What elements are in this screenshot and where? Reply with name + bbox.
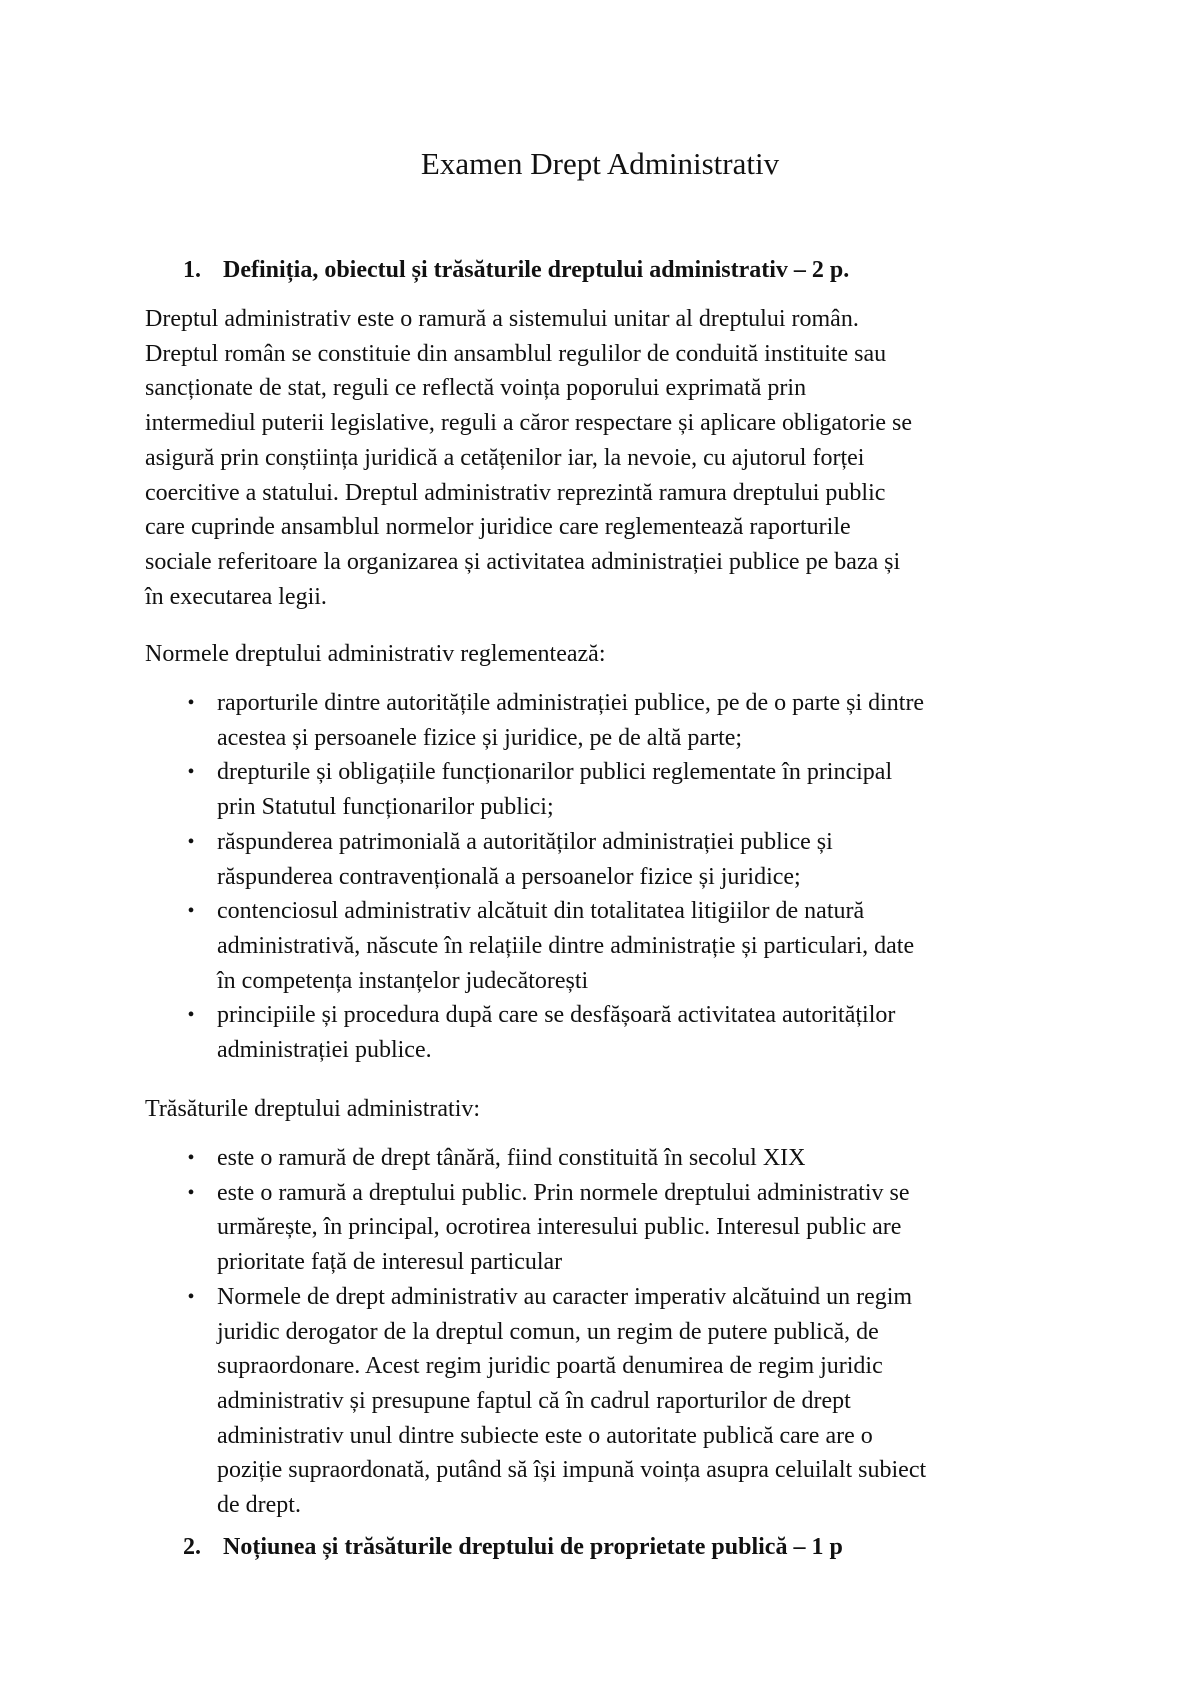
- list-item: • Normele de drept administrativ au caracter imperativ alcătuind un regim juridic derogator de la dreptul comun, un regim de putere publică, de supraordonare. Acest regim juridic poartă denumirea de regim juridic administrativ și presupune faptul că în cadrul raporturilor de drept administrativ unul dintre subiecte este o autoritate publică care are o poziție supraordonată, putând să își impună voința asupra celuilalt subiect de drept.: [145, 1280, 1075, 1523]
- paragraph-line: Dreptul administrativ este o ramură a sistemului unitar al dreptului român.: [145, 306, 859, 332]
- traits-label: Trăsăturile dreptului administrativ:: [145, 1096, 481, 1122]
- list-item: • contenciosul administrativ alcătuit din totalitatea litigiilor de natură administrativă, născute în relațiile dintre administrație și particulari, date în competența instanțelor judecătorești: [145, 894, 1075, 998]
- list-item: • este o ramură de drept tânără, fiind constituită în secolul XIX: [145, 1141, 1075, 1176]
- norms-label: Normele dreptului administrativ reglementează:: [145, 641, 606, 667]
- paragraph-line: coercitive a statului. Dreptul administrativ reprezintă ramura dreptului public: [145, 479, 886, 506]
- bullet-icon: •: [187, 900, 195, 923]
- list-item: • răspunderea patrimonială a autorităților administrației publice și răspunderea contravențională a persoanelor fizice și juridice;: [145, 825, 1075, 894]
- paragraph-line: sociale referitoare la organizarea și activitatea administrației publice pe baza și: [145, 548, 901, 575]
- bullet-icon: •: [187, 761, 195, 784]
- list-item: • drepturile și obligațiile funcționarilor publici reglementate în principal prin Statutul funcționarilor publici;: [145, 755, 1075, 824]
- section-2-heading: [145, 1530, 843, 1564]
- paragraph-line: Dreptul român se constituie din ansamblul regulilor de conduită instituite sau: [145, 340, 887, 367]
- section-1-heading-text: Definiția, obiectul și trăsăturile dreptului administrativ – 2 p.: [223, 257, 850, 283]
- norms-list: [145, 686, 1075, 1068]
- list-item: • raporturile dintre autoritățile administrației publice, pe de o parte și dintre acestea și persoanele fizice și juridice, pe de altă parte;: [145, 686, 1075, 755]
- bullet-icon: •: [187, 1285, 195, 1308]
- section-2-number: 2.: [183, 1534, 201, 1560]
- section-1-heading: [145, 253, 849, 287]
- paragraph-line: intermediul puterii legislative, reguli a căror respectare și aplicare obligatorie se: [145, 410, 913, 437]
- bullet-icon: •: [187, 1147, 195, 1169]
- paragraph-line: care cuprinde ansamblul normelor juridice care reglementează raporturile: [145, 514, 851, 541]
- bullet-icon: •: [187, 1004, 195, 1027]
- paragraph-line: în executarea legii.: [145, 583, 327, 610]
- document-title: Examen Drept Administrativ: [420, 146, 780, 181]
- paragraph-line: sancționate de stat, reguli ce reflectă voința poporului exprimată prin: [145, 375, 807, 402]
- section-1-number: 1.: [183, 257, 201, 283]
- list-item: • principiile și procedura după care se desfășoară activitatea autorităților administrației publice.: [145, 998, 1075, 1067]
- bullet-icon: •: [187, 830, 195, 853]
- intro-paragraph: [145, 302, 1075, 614]
- list-item: • este o ramură a dreptului public. Prin normele dreptului administrativ se urmărește, în principal, ocrotirea interesului public. Interesul public are prioritate față de interesul particular: [145, 1176, 1075, 1280]
- bullet-icon: •: [187, 1181, 195, 1204]
- traits-list: [145, 1141, 1075, 1523]
- bullet-icon: •: [187, 692, 195, 714]
- section-2-heading-text: Noțiunea și trăsăturile dreptului de proprietate publică – 1 p: [223, 1534, 843, 1560]
- paragraph-line: asigură prin conștiința juridică a cetățenilor iar, la nevoie, cu ajutorul forței: [145, 444, 865, 471]
